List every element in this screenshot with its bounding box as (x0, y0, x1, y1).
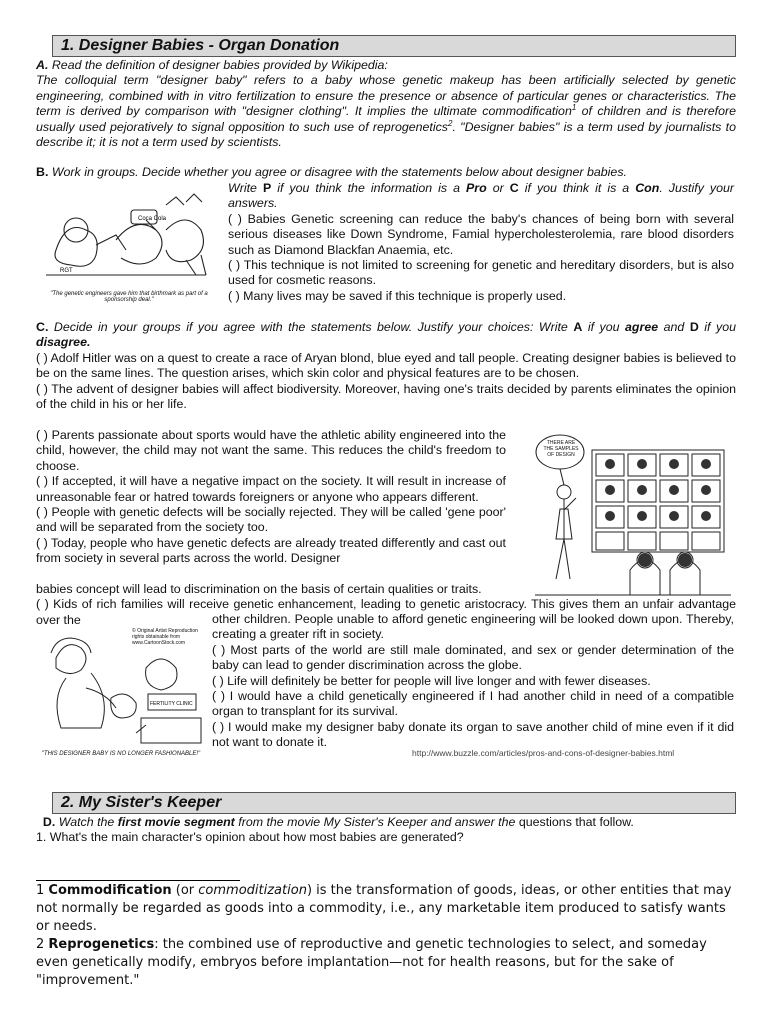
section-b-intro: B. Work in groups. Decide whether you agree or disagree with the statements below about designer babies. (36, 165, 627, 179)
c-item-society: ( ) If accepted, it will have a negative impact on the society. It will result in increase of unreasonable fear or hatred towards foreigners or anyone who appears different. (36, 474, 506, 504)
d-instructions: D. Watch the first movie segment from the movie My Sister's Keeper and answer the questions that follow. (42, 815, 634, 829)
cartoon-fashionable (36, 628, 206, 768)
footnote-2: 2 Reprogenetics: the combined use of reproductive and genetic technologies to select, and someday even genetically modify, embryos before implantation—not for health reasons, but for the sake of "improvement." (36, 937, 707, 988)
b-item-3: ( ) Many lives may be saved if this technique is properly used. (228, 288, 567, 303)
footnote-1: 1 Commodification (or commoditization) is the transformation of goods, ideas, or other entities that may not normally be regarded as goods into a commodity, i.e., any marketable item produced to satisfy wants or needs. (36, 883, 732, 934)
cartoon-sponsorship (36, 190, 222, 302)
c-item-biodiversity: ( ) The advent of designer babies will affect biodiversity. Moreover, having one's traits decided by parents eliminates the opinion of the child in his or her life. (36, 381, 736, 412)
section2-header: 2. My Sister's Keeper (52, 792, 736, 814)
svg-text:RGT: RGT (60, 268, 73, 274)
b-item-2: ( ) This technique is not limited to screening for genetic and hereditary disorders, but is also used for cosmetic reasons. (228, 258, 734, 288)
section-d (36, 815, 736, 846)
c-item-organ-transplant: ( ) I would have a child genetically engineered if I had another child in need of a compatible organ to transplant for its survival. (212, 689, 734, 719)
c-item-rich: ( ) Kids of rich families will receive genetic enhancement, leading to genetic aristocracy. This gives them an unfair advantage over the (36, 597, 736, 627)
section-b-body (228, 181, 734, 304)
b-item-1: ( ) Babies Genetic screening can reduce the baby's chances of being born with several serious diseases like Down Syndrome, Famial hypercholesterolemia, rare blood disorders such as Diamond Blackfan Anaemia, etc. (228, 211, 734, 257)
section-c-left (36, 428, 506, 567)
cartoon-samples-caption: THERE ARE THE SAMPLES OF DESIGN (543, 440, 579, 458)
c-item-gender: ( ) Most parts of the world are still male dominated, and sex or gender determination of the baby can lead to gender discrimination across the globe. (212, 642, 734, 673)
section-a (36, 58, 736, 150)
section-c-top (36, 320, 736, 412)
b-label: B. (36, 165, 49, 179)
c-item-defects-cont: babies concept will lead to discrimination on the basis of certain qualities or traits. (36, 582, 482, 596)
c-item-live-longer: ( ) Life will definitely be better for people will live longer and with fewer diseases. (212, 673, 651, 688)
cartoon-fashionable-copyright: © Original Artist Reproduction rights obtainable from www.CartoonStock.com (132, 628, 198, 646)
c-item-rich-cont: other children. People unable to afford genetic engineering will be looked down upon. Thereby, creating a greater rift in society. (212, 612, 734, 642)
a-intro: Read the definition of designer babies provided by Wikipedia: (48, 58, 388, 72)
cartoon-fashionable-caption: "THIS DESIGNER BABY IS NO LONGER FASHIONABLE!" (41, 751, 201, 757)
a-definition: The colloquial term "designer baby" refers to a baby whose genetic makeup has been artificially selected by genetic engineering, combined with in vitro fertilization to ensure the presence or absence of particular genes or characteristics. The term is derived by comparison with "designer clothing". It implies the ultimate commodification$^1$ of children and is therefore usually used pejoratively to signal opposition to such use of reprogenetics$^2$. "Designer babies" is a term used by journalists to describe it; it is not a term used by scientists. (36, 73, 737, 150)
c-instructions: C. Decide in your groups if you agree with the statements below. Justify your choices: Write A if you agree and D if you disagree. (36, 320, 736, 350)
c-item-defects: ( ) Today, people who have genetic defects are already treated differently and cast out from society in several parts across the world. Designer (36, 535, 506, 566)
footnote-separator (36, 880, 240, 881)
section1-header: 1. Designer Babies - Organ Donation (52, 35, 736, 57)
cartoon-sponsorship-label: Coca Cola (138, 216, 167, 222)
b-instructions: Write P if you think the information is a Pro or C if you think it is a Con. Justify your answers. (228, 181, 735, 211)
a-label: A. (36, 58, 49, 72)
c-item-donate-organ: ( ) I would make my designer baby donate its organ to save another child of mine even if it did not want to donate it. (212, 719, 734, 750)
c-item-sports: ( ) Parents passionate about sports would have the athletic ability engineered into the child, however, the child may not want the same. This reduces the child's freedom to choose. (36, 428, 506, 473)
cartoon-sponsorship-drawing (36, 190, 222, 286)
c-item-hitler: ( ) Adolf Hitler was on a quest to create a race of Aryan blond, blue eyed and tall people. Creating designer babies is believed to be on the same lines. The question arises, which skin color and physical features are to be chosen. (36, 350, 736, 381)
cartoon-sponsorship-caption: "The genetic engineers gave him that birthmark as part of a sponsorship deal." (50, 291, 208, 303)
source-citation: http://www.buzzle.com/articles/pros-and-cons-of-designer-babies.html (412, 748, 675, 758)
c-item-gene-poor: ( ) People with genetic defects will be socially rejected. They will be called 'gene poor' and will be separated from the society too. (36, 505, 506, 535)
question-1: 1. What's the main character's opinion about how most babies are generated? (36, 830, 464, 845)
section-c-right (212, 612, 734, 751)
cartoon-samples (530, 430, 736, 600)
cartoon-fashionable-sign: FERTILITY CLINIC (150, 701, 193, 707)
